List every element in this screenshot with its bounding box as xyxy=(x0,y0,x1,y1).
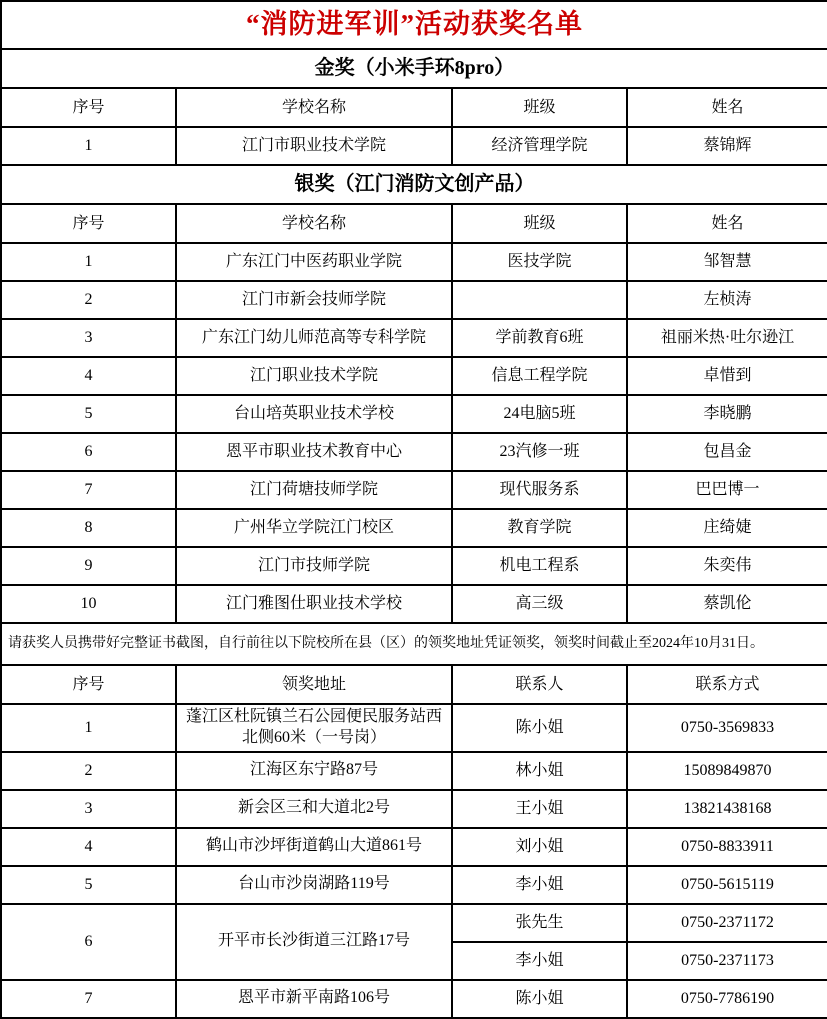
column-header-name: 姓名 xyxy=(627,88,827,127)
name-cell: 朱奕伟 xyxy=(627,547,827,585)
table-row xyxy=(1,585,827,623)
seq-cell: 6 xyxy=(1,433,176,471)
class-cell: 机电工程系 xyxy=(452,547,627,585)
table-row xyxy=(1,828,827,866)
name-cell: 左桢涛 xyxy=(627,281,827,319)
seq-cell: 1 xyxy=(1,704,176,752)
name-cell: 巴巴博一 xyxy=(627,471,827,509)
table-row xyxy=(1,357,827,395)
seq-cell: 1 xyxy=(1,127,176,165)
address-cell: 恩平市新平南路106号 xyxy=(176,980,452,1018)
seq-cell: 7 xyxy=(1,980,176,1018)
table-row xyxy=(1,49,827,88)
table-row xyxy=(1,790,827,828)
column-header-contact: 联系人 xyxy=(452,665,627,704)
contact-cell: 林小姐 xyxy=(452,752,627,790)
phone-cell: 0750-3569833 xyxy=(627,704,827,752)
contact-cell: 刘小姐 xyxy=(452,828,627,866)
school-cell: 恩平市职业技术教育中心 xyxy=(176,433,452,471)
column-header-school: 学校名称 xyxy=(176,88,452,127)
name-cell: 包昌金 xyxy=(627,433,827,471)
table-row xyxy=(1,866,827,904)
table-row xyxy=(1,127,827,165)
table-row xyxy=(1,752,827,790)
name-cell: 祖丽米热·吐尔逊江 xyxy=(627,319,827,357)
table-row xyxy=(1,904,827,942)
contact-cell: 王小姐 xyxy=(452,790,627,828)
contact-cell: 陈小姐 xyxy=(452,704,627,752)
phone-cell: 13821438168 xyxy=(627,790,827,828)
class-cell: 23汽修一班 xyxy=(452,433,627,471)
phone-cell: 15089849870 xyxy=(627,752,827,790)
school-cell: 江门雅图仕职业技术学校 xyxy=(176,585,452,623)
seq-cell: 6 xyxy=(1,904,176,980)
seq-cell: 2 xyxy=(1,752,176,790)
class-cell: 现代服务系 xyxy=(452,471,627,509)
name-cell: 蔡锦辉 xyxy=(627,127,827,165)
table-row xyxy=(1,281,827,319)
contact-cell: 陈小姐 xyxy=(452,980,627,1018)
school-cell: 江门市新会技师学院 xyxy=(176,281,452,319)
name-cell: 邹智慧 xyxy=(627,243,827,281)
table-row xyxy=(1,665,827,704)
column-header-seq: 序号 xyxy=(1,204,176,243)
column-header-seq: 序号 xyxy=(1,665,176,704)
school-cell: 江门荷塘技师学院 xyxy=(176,471,452,509)
table-row xyxy=(1,547,827,585)
seq-cell: 5 xyxy=(1,866,176,904)
school-cell: 台山培英职业技术学校 xyxy=(176,395,452,433)
seq-cell: 4 xyxy=(1,357,176,395)
contact-cell: 张先生 xyxy=(452,904,627,942)
table-row xyxy=(1,165,827,204)
school-cell: 广东江门幼儿师范高等专科学院 xyxy=(176,319,452,357)
school-cell: 江门职业技术学院 xyxy=(176,357,452,395)
seq-cell: 8 xyxy=(1,509,176,547)
phone-cell: 0750-7786190 xyxy=(627,980,827,1018)
seq-cell: 7 xyxy=(1,471,176,509)
table-row xyxy=(1,623,827,665)
phone-cell: 0750-2371172 xyxy=(627,904,827,942)
class-cell: 医技学院 xyxy=(452,243,627,281)
table-row xyxy=(1,1,827,49)
phone-cell: 0750-5615119 xyxy=(627,866,827,904)
seq-cell: 2 xyxy=(1,281,176,319)
school-cell: 广州华立学院江门校区 xyxy=(176,509,452,547)
seq-cell: 9 xyxy=(1,547,176,585)
address-cell: 蓬江区杜阮镇兰石公园便民服务站西北侧60米（一号岗） xyxy=(176,704,452,752)
name-cell: 蔡凯伦 xyxy=(627,585,827,623)
class-cell: 24电脑5班 xyxy=(452,395,627,433)
table-row xyxy=(1,204,827,243)
address-cell: 开平市长沙街道三江路17号 xyxy=(176,904,452,980)
silver-section-title: 银奖（江门消防文创产品） xyxy=(1,165,827,204)
seq-cell: 10 xyxy=(1,585,176,623)
seq-cell: 5 xyxy=(1,395,176,433)
table-row xyxy=(1,88,827,127)
column-header-address: 领奖地址 xyxy=(176,665,452,704)
name-cell: 庄绮婕 xyxy=(627,509,827,547)
table-row xyxy=(1,433,827,471)
table-row xyxy=(1,243,827,281)
address-cell: 鹤山市沙坪街道鹤山大道861号 xyxy=(176,828,452,866)
contact-cell: 李小姐 xyxy=(452,866,627,904)
school-cell: 广东江门中医药职业学院 xyxy=(176,243,452,281)
seq-cell: 3 xyxy=(1,790,176,828)
class-cell: 高三级 xyxy=(452,585,627,623)
page-title: “消防进军训”活动获奖名单 xyxy=(1,1,827,49)
column-header-phone: 联系方式 xyxy=(627,665,827,704)
pickup-notice: 请获奖人员携带好完整证书截图，自行前往以下院校所在县（区）的领奖地址凭证领奖，领奖时间截止至2024年10月31日。 xyxy=(1,623,827,665)
table-row xyxy=(1,704,827,752)
name-cell: 李晓鹏 xyxy=(627,395,827,433)
table-row xyxy=(1,471,827,509)
school-cell: 江门市职业技术学院 xyxy=(176,127,452,165)
table-row xyxy=(1,980,827,1018)
phone-cell: 0750-2371173 xyxy=(627,942,827,980)
school-cell: 江门市技师学院 xyxy=(176,547,452,585)
column-header-school: 学校名称 xyxy=(176,204,452,243)
table-row xyxy=(1,319,827,357)
class-cell xyxy=(452,281,627,319)
contact-cell: 李小姐 xyxy=(452,942,627,980)
column-header-class: 班级 xyxy=(452,204,627,243)
column-header-seq: 序号 xyxy=(1,88,176,127)
seq-cell: 1 xyxy=(1,243,176,281)
address-cell: 新会区三和大道北2号 xyxy=(176,790,452,828)
column-header-class: 班级 xyxy=(452,88,627,127)
seq-cell: 4 xyxy=(1,828,176,866)
class-cell: 经济管理学院 xyxy=(452,127,627,165)
name-cell: 卓惜到 xyxy=(627,357,827,395)
address-cell: 江海区东宁路87号 xyxy=(176,752,452,790)
gold-section-title: 金奖（小米手环8pro） xyxy=(1,49,827,88)
class-cell: 信息工程学院 xyxy=(452,357,627,395)
class-cell: 学前教育6班 xyxy=(452,319,627,357)
phone-cell: 0750-8833911 xyxy=(627,828,827,866)
class-cell: 教育学院 xyxy=(452,509,627,547)
address-cell: 台山市沙岗湖路119号 xyxy=(176,866,452,904)
table-row xyxy=(1,395,827,433)
seq-cell: 3 xyxy=(1,319,176,357)
column-header-name: 姓名 xyxy=(627,204,827,243)
table-row xyxy=(1,509,827,547)
